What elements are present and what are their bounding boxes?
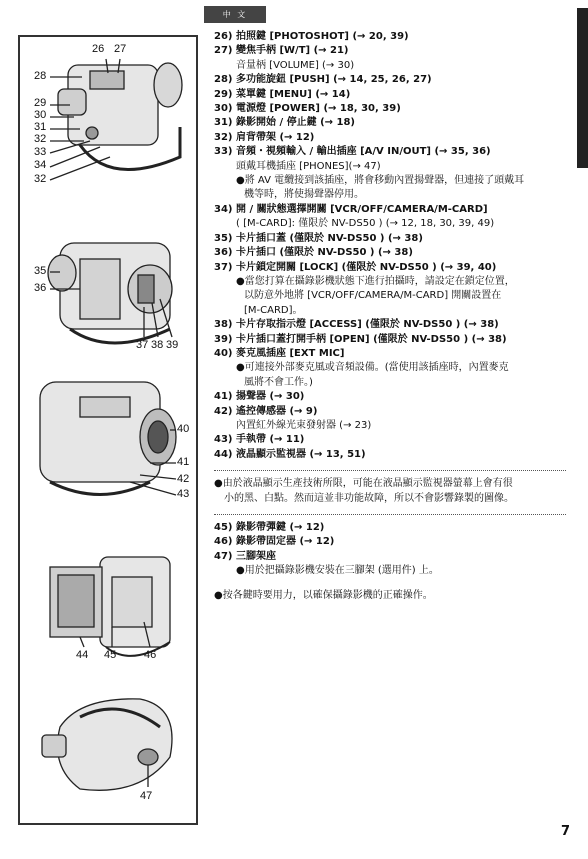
callout-39: 39 — [166, 339, 179, 351]
part-item: 44) 液晶顯示監視器 (→ 13, 51) — [214, 448, 366, 460]
callout-46: 46 — [144, 649, 157, 661]
callout-32-strap: 32 — [34, 173, 47, 185]
part-item: 39) 卡片插口蓋打開手柄 [OPEN] (僅限於 NV-DS50 ) (→ 38) — [214, 333, 507, 345]
part-item: 28) 多功能旋鈕 [PUSH] (→ 14, 25, 26, 27) — [214, 74, 432, 86]
callout-37: 37 — [136, 339, 149, 351]
part-item: 43) 手執帶 (→ 11) — [214, 434, 305, 446]
camcorder-bottom-view — [42, 699, 172, 790]
camcorder-side-view — [48, 243, 172, 343]
page-number: 7 — [560, 824, 570, 839]
callout-41: 41 — [177, 456, 190, 468]
note-line: ●用於把攝錄影機安裝在三腳架 (選用件) 上。 — [236, 565, 439, 577]
part-item: 33) 音頻・視頻輸入 / 輸出插座 [A/V IN/OUT] (→ 35, 36) — [214, 146, 491, 158]
note-line: 機等時，將使揚聲器停用。 — [244, 189, 364, 201]
part-item: 37) 卡片鎖定開關 [LOCK] (僅限於 NV-DS50 ) (→ 39, 40) — [214, 261, 497, 273]
callout-30: 30 — [34, 109, 47, 121]
note-line: ●當您打算在攝錄影機狀態下進行拍攝時，請設定在鎖定位置， — [236, 275, 515, 287]
callout-43: 43 — [177, 488, 190, 500]
part-item: 40) 麥克風插座 [EXT MIC] — [214, 347, 345, 359]
part-item: 42) 遙控傳感器 (→ 9) — [214, 405, 318, 417]
callout-27: 27 — [114, 43, 127, 55]
parts-list — [214, 30, 574, 603]
lcd-note-line: 小的黑、白點。然而這並非功能故障，所以不會影響錄製的圖像。 — [224, 492, 514, 504]
callout-42: 42 — [177, 473, 190, 485]
callout-36: 36 — [34, 282, 47, 294]
camcorder-illustrations — [18, 35, 198, 825]
note-line: ●將 AV 電纜接到該插座，將會移動內置揚聲器，但連接了頭戴耳 — [236, 175, 525, 187]
part-item: 32) 肩背帶架 (→ 12) — [214, 131, 315, 143]
part-item: 29) 菜單鍵 [MENU] (→ 14) — [214, 88, 351, 100]
callout-33: 33 — [34, 146, 47, 158]
camcorder-rear-view — [58, 63, 182, 170]
camcorder-drawings — [20, 37, 196, 823]
part-item: 27) 變焦手柄 [W/T] (→ 21) — [214, 45, 349, 57]
lcd-note-line: ●由於液晶顯示生產技術所限，可能在液晶顯示監視器螢幕上會有很 — [214, 478, 513, 490]
callout-44: 44 — [76, 649, 89, 661]
camcorder-front-view — [40, 382, 176, 495]
callout-35: 35 — [34, 265, 47, 277]
dotted-divider — [214, 514, 566, 515]
part-item: 內置紅外線光束發射器 (→ 23) — [236, 419, 372, 431]
callout-47: 47 — [140, 790, 153, 802]
part-item: 38) 卡片存取指示燈 [ACCESS] (僅限於 NV-DS50 ) (→ 38) — [214, 319, 499, 331]
note-line: ●可連接外部麥克風或音頻設備。(當使用該插座時，內置麥克 — [236, 362, 509, 374]
callout-26: 26 — [92, 43, 105, 55]
callout-29: 29 — [34, 97, 47, 109]
language-tab: 中 文 — [204, 6, 266, 23]
callout-45: 45 — [104, 649, 117, 661]
part-item: 頭戴耳機插座 [PHONES](→ 47) — [236, 160, 381, 172]
edge-index-bar — [577, 8, 588, 168]
callout-28: 28 — [34, 70, 47, 82]
part-item: 41) 揚聲器 (→ 30) — [214, 391, 305, 403]
callout-38: 38 — [151, 339, 164, 351]
final-note: ●按各鍵時要用力，以確保攝錄影機的正確操作。 — [214, 589, 433, 601]
callout-40: 40 — [177, 423, 190, 435]
camcorder-lcd-open-view — [50, 557, 170, 656]
note-line: 風將不會工作。) — [244, 376, 313, 388]
callout-32: 32 — [34, 133, 47, 145]
part-item: 26) 拍照鍵 [PHOTOSHOT] (→ 20, 39) — [214, 31, 409, 42]
part-item: 34) 開 / 關狀態選擇開關 [VCR/OFF/CAMERA/M-CARD] — [214, 203, 488, 215]
dotted-divider — [214, 470, 566, 471]
part-item: 45) 錄影帶彈鍵 (→ 12) — [214, 522, 325, 533]
note-line: 以防意外地將 [VCR/OFF/CAMERA/M-CARD] 開關設置在 — [244, 290, 502, 302]
part-item: 音量柄 [VOLUME] (→ 30) — [236, 59, 355, 71]
callout-31: 31 — [34, 121, 47, 133]
part-item: 36) 卡片插口 (僅限於 NV-DS50 ) (→ 38) — [214, 247, 413, 259]
part-item: ( [M-CARD]: 僅限於 NV-DS50 ) (→ 12, 18, 30, 39, 49) — [236, 218, 495, 230]
callout-34: 34 — [34, 159, 47, 171]
part-item: 31) 錄影開始 / 停止鍵 (→ 18) — [214, 117, 355, 129]
note-line: [M-CARD]。 — [244, 304, 303, 316]
part-item: 30) 電源燈 [POWER] (→ 18, 30, 39) — [214, 103, 401, 115]
part-item: 47) 三腳架座 — [214, 550, 276, 562]
part-item: 46) 錄影帶固定器 (→ 12) — [214, 536, 335, 548]
part-item: 35) 卡片插口蓋 (僅限於 NV-DS50 ) (→ 38) — [214, 232, 423, 244]
